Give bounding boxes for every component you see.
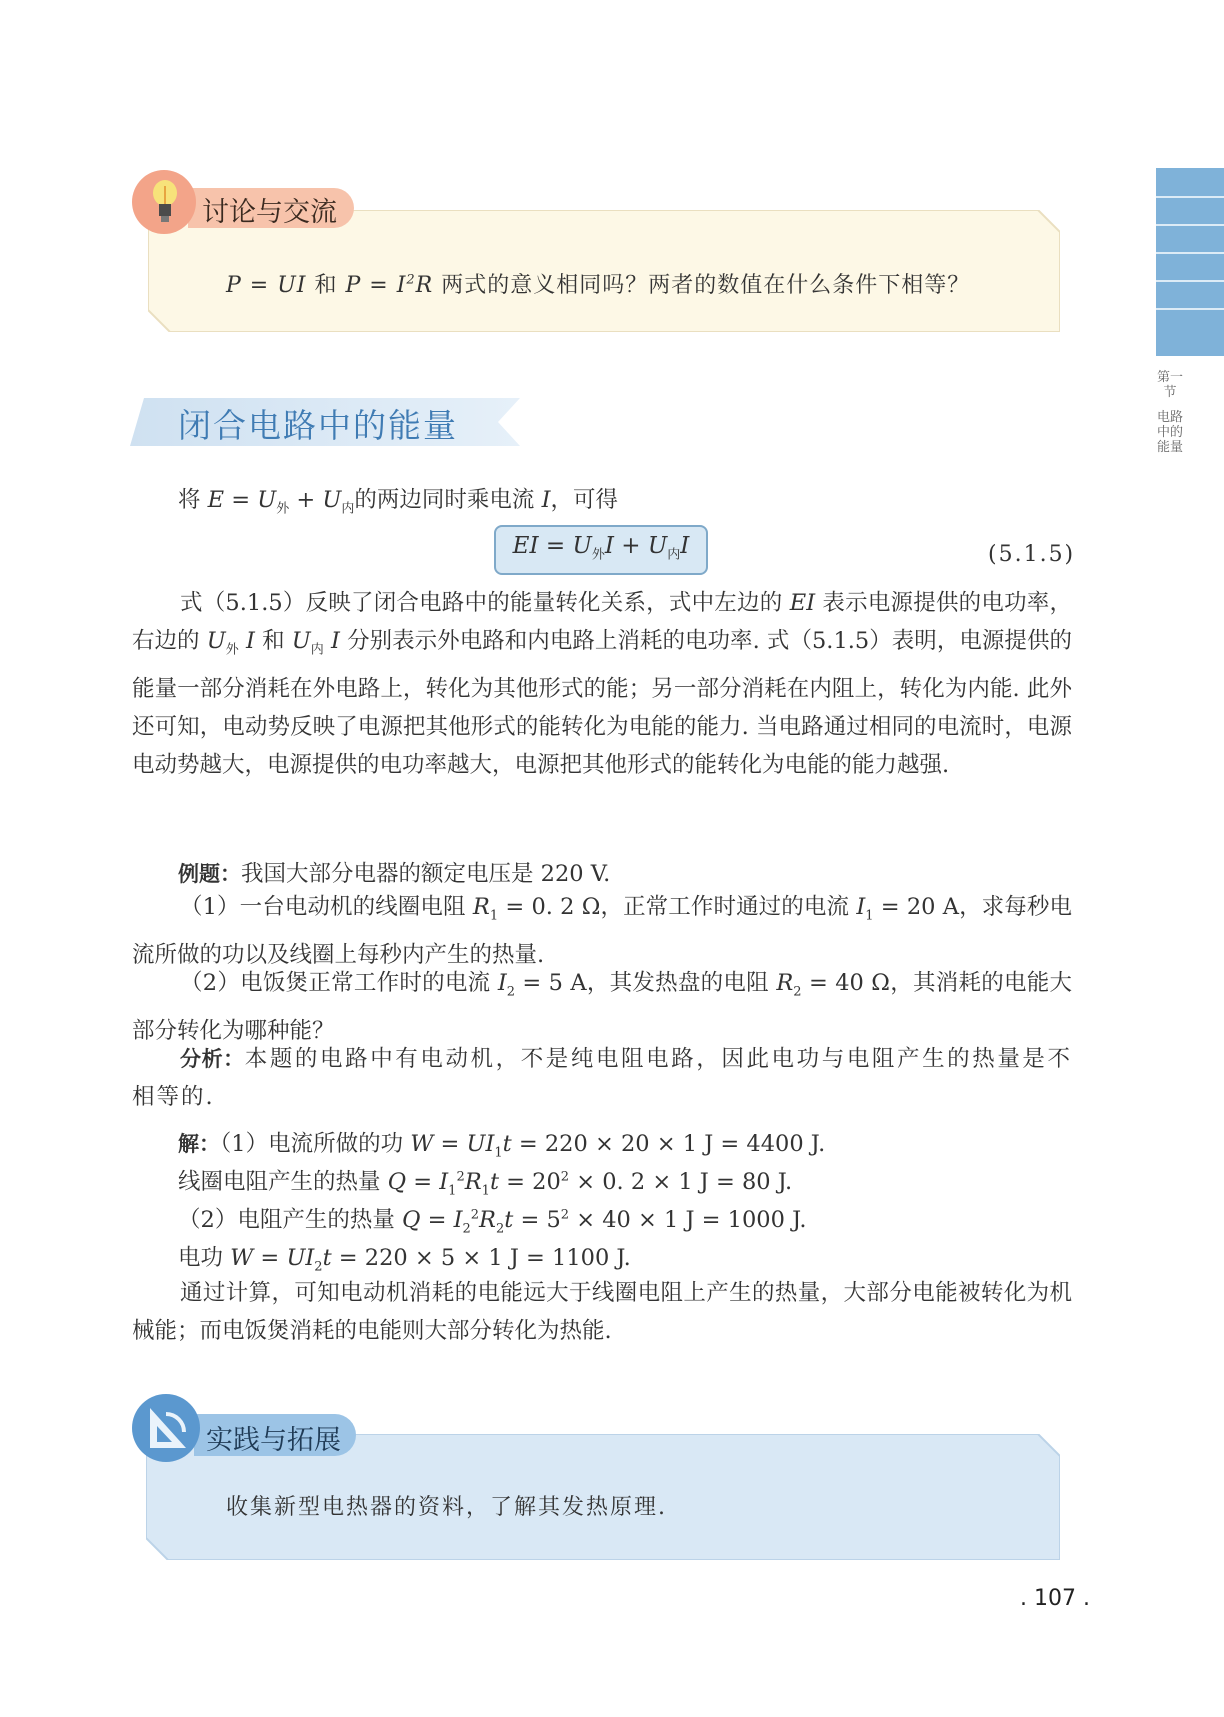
intro-line: 将 $E = U_外 + U_内$的两边同时乘电流 I，可得: [178, 487, 618, 517]
solution-conclusion: 通过计算，可知电动机消耗的电能远大于线圈电阻上产生的热量，大部分电能被转化为机械能；而电饭煲消耗的电能则大部分转化为热能.: [132, 1280, 1072, 1344]
solution-step-2: 线圈电阻产生的热量 $Q = I_1^2R_1t = 20^2 \times 0$. 2 × 1 J = 80 J.: [178, 1169, 793, 1199]
example-analysis: 分析：本题的电路中有电动机，不是纯电阻电路，因此电功与电阻产生的热量是不相等的.: [132, 1046, 1072, 1110]
side-tab-block: [1156, 168, 1224, 356]
lightbulb-icon: [148, 178, 182, 226]
example-question-1: （1）一台电动机的线圈电阻 $R_1 = 0$. 2 Ω，正常工作时通过的电流 $I_1 = 20$ A，求每秒电流所做的功以及线圈上每秒内产生的热量.: [132, 894, 1072, 968]
formula-5-1-5: EI = $U_外I + U_内I$: [512, 533, 690, 563]
solution-step-3: （2）电阻产生的热量 $Q = I_2^2R_2t = 5^2 \times 40 \times 1$ J = 1000 J.: [178, 1207, 807, 1237]
side-tab-chapter: 第一节: [1156, 370, 1183, 400]
discussion-title: 讨论与交流: [202, 197, 337, 228]
side-tab-section: 电路中的能量: [1156, 410, 1183, 455]
set-square-icon: [144, 1404, 190, 1452]
side-tab-label: [1156, 370, 1184, 455]
example-heading: 例题：我国大部分电器的额定电压是 220 V.: [178, 861, 611, 887]
page-number: . 107 .: [1020, 1586, 1090, 1611]
solution-step-1: 解：（1）电流所做的功 $W = UI_1t = 220 \times 20 \times 1$ J = 4400 J.: [178, 1131, 826, 1161]
equation-number: (5.1.5): [988, 542, 1076, 567]
practice-title: 实践与拓展: [206, 1425, 341, 1456]
example-question-2: （2）电饭煲正常工作时的电流 $I_2 = 5$ A，其发热盘的电阻 $R_2 = 40$ Ω，其消耗的电能大部分转化为哪种能？: [132, 970, 1072, 1044]
solution-step-4: 电功 $W = UI_2t = 220 \times 5 \times 1$ J = 1100 J.: [178, 1245, 631, 1275]
section-title: 闭合电路中的能量: [178, 406, 458, 445]
practice-text: 收集新型电热器的资料，了解其发热原理.: [226, 1495, 667, 1520]
discussion-question: P = UI 和 $P = I^2R$ 两式的意义相同吗？两者的数值在什么条件下相等？: [226, 272, 971, 298]
paragraph-energy-conversion: 式（5.1.5）反映了闭合电路中的能量转化关系，式中左边的 EI 表示电源提供的电功率，右边的 $U_外$ I 和 $U_内$ I 分别表示外电路和内电路上消耗的电功率. 式（5.1.5）表明，电源提供的能量一部分消耗在外电路上，转化为其他形式的能；另一部分消耗在内阻上，转化为内能. 此外还可知，电动势反映了电源把其他形式的能转化为电能的能力. 当电路通过相同的电流时，电源电动势越大，电源提供的电功率越大，电源把其他形式的能转化为电能的能力越强.: [132, 590, 1072, 778]
